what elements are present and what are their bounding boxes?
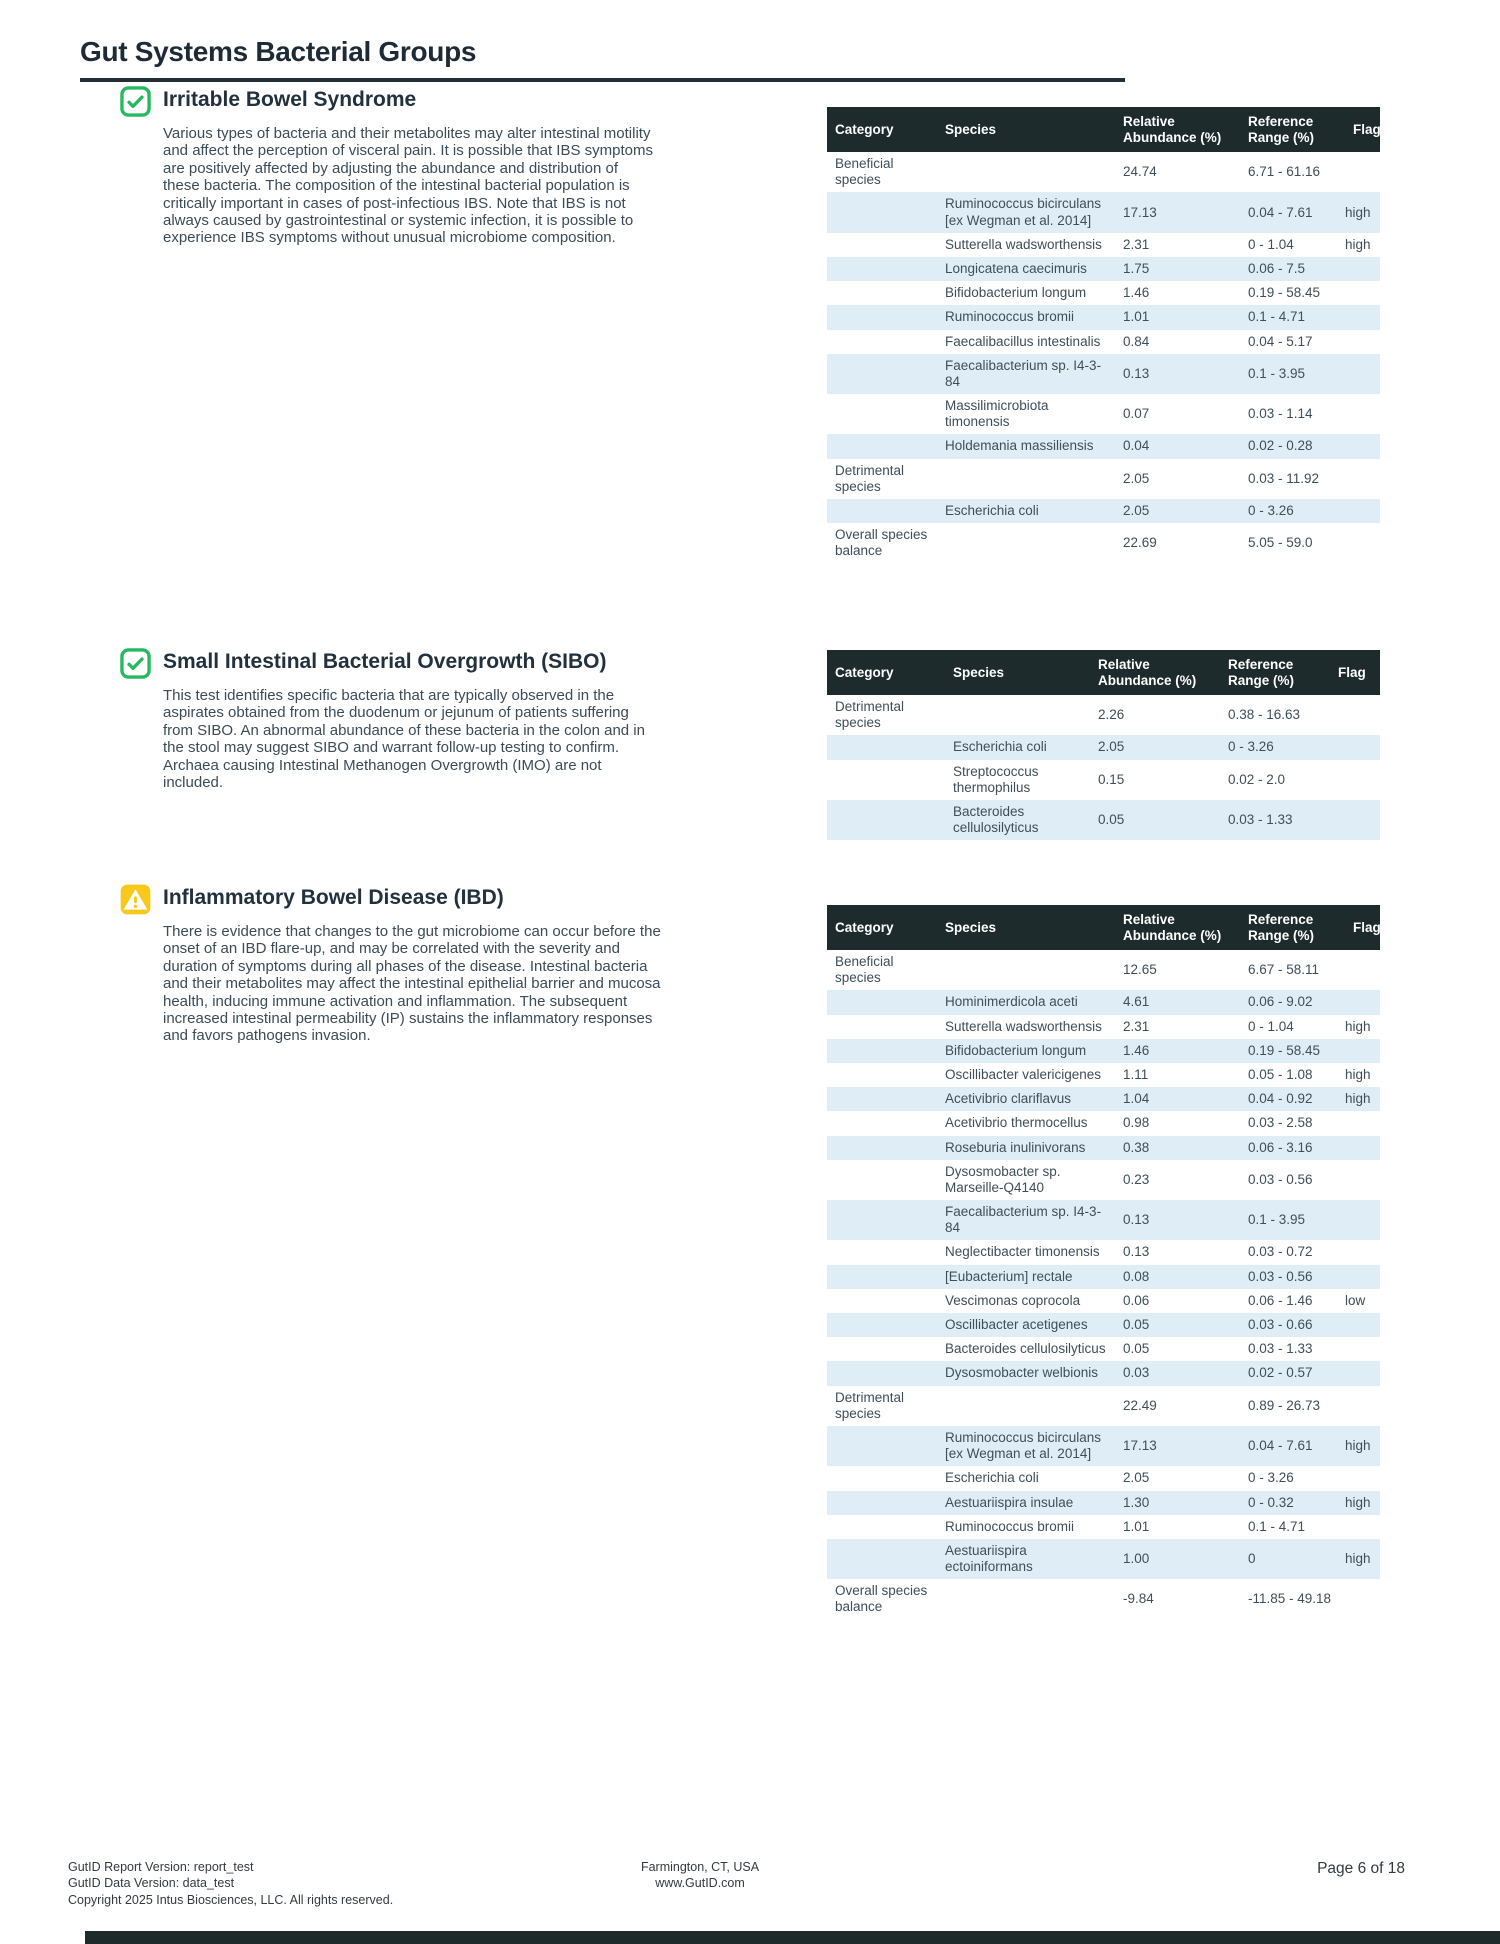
category-cell: Beneficial species: [835, 156, 894, 188]
abundance-cell: 1.00: [1123, 1551, 1150, 1566]
range-cell: 0.06 - 9.02: [1248, 994, 1313, 1010]
abundance-cell: 1.11: [1123, 1066, 1149, 1082]
flag-cell: high: [1345, 204, 1371, 220]
range-cell: 0.19 - 58.45: [1248, 285, 1321, 301]
table-row: [827, 434, 1380, 458]
category-cell: Detrimental species: [835, 462, 905, 494]
data-version: GutID Data Version: data_test: [68, 1876, 235, 1891]
flag-cell: [1345, 991, 1380, 1015]
col-header-species: Species: [945, 919, 997, 935]
category-cell: [827, 281, 937, 305]
abundance-cell: -9.84: [1123, 1591, 1154, 1607]
col-header-range: Reference Range (%): [1248, 912, 1315, 943]
table-row: [827, 233, 1380, 257]
category-cell: [827, 1136, 937, 1160]
category-cell: [827, 991, 937, 1015]
abundance-cell: 0.15: [1098, 771, 1125, 787]
abundance-cell: 1.30: [1123, 1494, 1150, 1510]
category-cell: [827, 1208, 937, 1232]
species-cell: Aestuariispira insulae: [945, 1494, 1074, 1510]
range-cell: 0 - 0.32: [1248, 1494, 1294, 1510]
range-cell: 0.03 - 1.33: [1228, 812, 1293, 828]
species-cell: Dysosmobacter welbionis: [945, 1365, 1099, 1381]
section-heading-ibs: Irritable Bowel Syndrome: [163, 88, 417, 111]
abundance-cell: 0.05: [1123, 1341, 1150, 1357]
table-row: [827, 1087, 1380, 1111]
table-row: [827, 330, 1380, 354]
range-cell: 0.1 - 3.95: [1248, 1212, 1306, 1228]
species-cell: Sutterella wadsworthensis: [945, 236, 1102, 252]
table-row: [827, 1386, 1380, 1426]
report-version: GutID Report Version: report_test: [68, 1860, 254, 1874]
abundance-cell: 1.04: [1123, 1091, 1150, 1107]
section-body-ibs: Various types of bacteria and their metabolites may alter intestinal motility and affect the perception of visceral pain. It is possible that IBS symptoms are positively affected by adjusting the abundance and distribution of these bacteria. The composition of the intestinal bacterial population is critically important in cases of post-infectious IBS. Note that IBS is not always caused by gastrointestinal or systemic infection, it is possible to experience IBS symptoms without unusual microbiome composition.: [163, 125, 653, 247]
abundance-cell: 0.84: [1123, 333, 1150, 349]
bottom-bar: [85, 1931, 1500, 1944]
ibs-table-header-row: [827, 107, 1380, 152]
category-cell: [827, 1547, 937, 1571]
range-cell: 0.19 - 58.45: [1248, 1042, 1321, 1058]
table-row: [827, 1491, 1380, 1515]
species-cell: Streptococcus thermophilus: [953, 763, 1039, 795]
species-cell: Ruminococcus bromii: [945, 1518, 1075, 1534]
species-cell: Oscillibacter acetigenes: [945, 1317, 1088, 1333]
table-row: [827, 1240, 1380, 1264]
category-cell: [827, 1063, 937, 1087]
species-cell: Bifidobacterium longum: [945, 285, 1087, 301]
footer-left: [68, 1859, 393, 1908]
check-icon: [120, 86, 151, 117]
col-header-abundance: Relative Abundance (%): [1098, 657, 1197, 688]
table-row: [827, 1466, 1380, 1490]
abundance-cell: 0.98: [1123, 1115, 1150, 1131]
col-header-category: Category: [835, 919, 894, 935]
category-cell: [827, 362, 937, 386]
range-cell: 6.71 - 61.16: [1248, 164, 1321, 180]
table-row: [827, 1313, 1380, 1337]
range-cell: -11.85 - 49.18: [1248, 1591, 1332, 1607]
footer-center: [550, 1859, 850, 1892]
section-heading-sibo: Small Intestinal Bacterial Overgrowth (SIBO): [163, 650, 607, 673]
abundance-cell: 17.13: [1123, 204, 1157, 220]
abundance-cell: 12.65: [1123, 962, 1157, 978]
category-cell: [827, 402, 937, 426]
flag-cell: [1345, 1111, 1380, 1135]
abundance-cell: 1.46: [1123, 1042, 1150, 1058]
col-header-category: Category: [835, 664, 894, 680]
section-body-sibo: This test identifies specific bacteria that are typically observed in the aspirates obtained from the duodenum or jejunum of patients suffering from SIBO. An abnormal abundance of these bacteria in the colon and in the stool may suggest SIBO and warrant follow-up testing to confirm. Archaea causing Intestinal Methanogen Overgrowth (IMO) are not included.: [163, 687, 645, 791]
flag-cell: [1345, 1039, 1380, 1063]
species-cell: Faecalibacillus intestinalis: [945, 333, 1101, 349]
table-row: [827, 990, 1380, 1014]
category-cell: [827, 1515, 937, 1539]
range-cell: 0 - 3.26: [1228, 739, 1274, 755]
species-cell: Faecalibacterium sp. I4-3-84: [945, 357, 1102, 389]
abundance-cell: 0.07: [1123, 406, 1150, 422]
category-cell: Overall species balance: [835, 527, 928, 559]
flag-cell: [1345, 435, 1380, 459]
flag-cell: [1345, 281, 1380, 305]
species-cell: [937, 1587, 1115, 1611]
sibo-table-header-row: [827, 650, 1380, 695]
abundance-cell: 0.05: [1123, 1317, 1150, 1333]
species-cell: Bacteroides cellulosilyticus: [953, 803, 1039, 836]
category-cell: [827, 499, 937, 523]
table-row: [827, 1539, 1380, 1579]
species-cell: Holdemania massiliensis: [945, 438, 1094, 454]
table-row: [827, 1200, 1380, 1240]
ibs-table: [827, 107, 1380, 564]
range-cell: 0.04 - 7.61: [1248, 204, 1313, 220]
category-cell: [827, 201, 937, 225]
range-cell: 0.03 - 0.72: [1248, 1244, 1313, 1260]
category-cell: [827, 1111, 937, 1135]
warning-icon: [120, 884, 151, 915]
range-cell: 0.06 - 1.46: [1248, 1292, 1313, 1308]
range-cell: 0: [1248, 1551, 1256, 1566]
flag-cell: [1345, 1208, 1380, 1232]
flag-cell: [1345, 1313, 1380, 1337]
flag-cell: high: [1345, 1438, 1371, 1454]
flag-cell: [1345, 531, 1380, 555]
flag-cell: [1345, 402, 1380, 426]
flag-cell: [1345, 362, 1380, 386]
species-cell: Roseburia inulinivorans: [945, 1139, 1086, 1155]
category-cell: [827, 736, 945, 760]
table-row: [827, 192, 1380, 232]
abundance-cell: 2.05: [1123, 503, 1150, 519]
table-row: [827, 1015, 1380, 1039]
range-cell: 0.03 - 11.92: [1248, 470, 1320, 486]
range-cell: 0 - 3.26: [1248, 503, 1294, 519]
species-cell: Ruminococcus bicirculans [ex Wegman et al. 2014]: [945, 196, 1102, 228]
species-cell: [937, 160, 1115, 184]
table-row: [827, 523, 1380, 563]
flag-cell: [1345, 1168, 1380, 1192]
flag-cell: [1345, 1265, 1380, 1289]
range-cell: 0.38 - 16.63: [1228, 707, 1301, 723]
abundance-cell: 17.13: [1123, 1438, 1157, 1454]
category-cell: [827, 1434, 937, 1458]
category-cell: Detrimental species: [835, 1389, 905, 1421]
species-cell: Sutterella wadsworthensis: [945, 1018, 1102, 1034]
section-body-ibd: There is evidence that changes to the gut microbiome can occur before the onset of an IBD flare-up, and may be correlated with the severity and duration of symptoms during all phases of the disease. Intestinal bacteria and their metabolites may affect the intestinal epithelial barrier and mucosa health, inducing immune activation and inflammation. The subsequent increased intestinal permeability (IP) sustains the inflammatory responses and favors pathogens invasion.: [163, 923, 661, 1045]
abundance-cell: 0.38: [1123, 1139, 1150, 1155]
species-cell: Vescimonas coprocola: [945, 1292, 1081, 1308]
table-row: [827, 354, 1380, 394]
table-row: [827, 499, 1380, 523]
table-row: [827, 1579, 1380, 1619]
flag-cell: [1330, 736, 1380, 760]
category-cell: [827, 1289, 937, 1313]
flag-cell: [1345, 499, 1380, 523]
category-cell: [827, 768, 945, 792]
category-cell: [827, 257, 937, 281]
col-header-abundance: Relative Abundance (%): [1123, 912, 1222, 943]
abundance-cell: 2.26: [1098, 707, 1125, 723]
website-link[interactable]: www.GutID.com: [655, 1876, 745, 1891]
flag-cell: [1345, 1515, 1380, 1539]
flag-cell: low: [1345, 1292, 1366, 1308]
category-cell: [827, 435, 937, 459]
company-location: Farmington, CT, USA: [640, 1860, 760, 1874]
range-cell: 0.03 - 0.56: [1248, 1171, 1313, 1187]
abundance-cell: 0.06: [1123, 1292, 1150, 1308]
category-cell: [827, 1039, 937, 1063]
table-row: [827, 305, 1380, 329]
flag-cell: [1345, 257, 1380, 281]
species-cell: Dysosmobacter sp. Marseille-Q4140: [945, 1163, 1061, 1195]
species-cell: Acetivibrio thermocellus: [945, 1115, 1088, 1131]
range-cell: 0.02 - 0.28: [1248, 438, 1313, 454]
table-row: [827, 1515, 1380, 1539]
species-cell: Bifidobacterium longum: [945, 1042, 1087, 1058]
table-row: [827, 950, 1380, 990]
range-cell: 0.03 - 1.33: [1248, 1341, 1313, 1357]
col-header-flag: Flag: [1353, 121, 1381, 137]
category-cell: [827, 1265, 937, 1289]
ibd-table: [827, 905, 1380, 1620]
col-header-range: Reference Range (%): [1228, 657, 1295, 688]
category-cell: [827, 330, 937, 354]
abundance-cell: 0.13: [1123, 365, 1150, 381]
flag-cell: [1345, 305, 1380, 329]
range-cell: 6.67 - 58.11: [1248, 962, 1320, 978]
species-cell: Hominimerdicola aceti: [945, 994, 1078, 1010]
col-header-species: Species: [953, 664, 1005, 680]
title-rule: [80, 78, 1125, 82]
table-row: [827, 1361, 1380, 1385]
flag-cell: [1345, 467, 1380, 491]
abundance-cell: 1.01: [1123, 1518, 1150, 1534]
abundance-cell: 1.75: [1123, 260, 1150, 276]
table-row: [827, 1136, 1380, 1160]
abundance-cell: 4.61: [1123, 994, 1150, 1010]
species-cell: [937, 1394, 1115, 1418]
section-heading-ibd: Inflammatory Bowel Disease (IBD): [163, 886, 504, 909]
category-cell: [827, 233, 937, 257]
table-row: [827, 800, 1380, 840]
range-cell: 0.06 - 7.5: [1248, 260, 1306, 276]
range-cell: 0.02 - 2.0: [1228, 771, 1286, 787]
species-cell: Aestuariispira ectoiniformans: [945, 1542, 1033, 1575]
table-row: [827, 695, 1380, 735]
range-cell: 0.1 - 4.71: [1248, 309, 1306, 325]
copyright: Copyright 2025 Intus Biosciences, LLC. All rights reserved.: [68, 1892, 394, 1907]
abundance-cell: 0.03: [1123, 1365, 1150, 1381]
flag-cell: [1345, 1394, 1380, 1418]
table-row: [827, 1265, 1380, 1289]
category-cell: [827, 1491, 937, 1515]
page-number: Page 6 of 18: [1317, 1860, 1405, 1877]
range-cell: 0.03 - 0.56: [1248, 1268, 1313, 1284]
table-row: [827, 735, 1380, 759]
abundance-cell: 0.04: [1123, 438, 1150, 454]
table-row: [827, 152, 1380, 192]
range-cell: 0 - 3.26: [1248, 1470, 1294, 1486]
abundance-cell: 0.08: [1123, 1268, 1150, 1284]
abundance-cell: 2.31: [1123, 1018, 1150, 1034]
category-cell: [827, 1015, 937, 1039]
category-cell: [827, 1087, 937, 1111]
flag-cell: [1345, 1136, 1380, 1160]
abundance-cell: 22.69: [1123, 535, 1157, 551]
col-header-abundance: Relative Abundance (%): [1123, 114, 1222, 145]
range-cell: 0.03 - 2.58: [1248, 1115, 1313, 1131]
species-cell: Ruminococcus bromii: [945, 309, 1075, 325]
flag-cell: [1345, 1337, 1380, 1361]
flag-cell: high: [1345, 1494, 1371, 1510]
abundance-cell: 0.13: [1123, 1244, 1150, 1260]
range-cell: 0 - 1.04: [1248, 1018, 1294, 1034]
category-cell: [827, 1241, 937, 1265]
category-cell: [827, 1337, 937, 1361]
abundance-cell: 2.05: [1098, 739, 1125, 755]
table-row: [827, 1289, 1380, 1313]
flag-cell: high: [1345, 236, 1371, 252]
range-cell: 0.04 - 0.92: [1248, 1091, 1313, 1107]
flag-cell: [1345, 330, 1380, 354]
range-cell: 0.03 - 0.66: [1248, 1317, 1313, 1333]
abundance-cell: 0.05: [1098, 812, 1125, 828]
table-row: [827, 459, 1380, 499]
abundance-cell: 24.74: [1123, 164, 1157, 180]
range-cell: 0.05 - 1.08: [1248, 1066, 1313, 1082]
abundance-cell: 2.05: [1123, 1470, 1150, 1486]
range-cell: 0.03 - 1.14: [1248, 406, 1313, 422]
flag-cell: high: [1345, 1091, 1371, 1107]
abundance-cell: 0.23: [1123, 1171, 1150, 1187]
flag-cell: [1330, 703, 1380, 727]
table-row: [827, 257, 1380, 281]
col-header-flag: Flag: [1338, 664, 1366, 680]
col-header-category: Category: [835, 121, 894, 137]
abundance-cell: 2.31: [1123, 236, 1150, 252]
species-cell: [Eubacterium] rectale: [945, 1268, 1073, 1284]
range-cell: 0.04 - 5.17: [1248, 333, 1313, 349]
range-cell: 0.1 - 4.71: [1248, 1518, 1306, 1534]
species-cell: [937, 467, 1115, 491]
species-cell: Escherichia coli: [945, 503, 1039, 519]
table-row: [827, 281, 1380, 305]
range-cell: 0.06 - 3.16: [1248, 1139, 1313, 1155]
flag-cell: [1345, 1362, 1380, 1386]
species-cell: Ruminococcus bicirculans [ex Wegman et al. 2014]: [945, 1429, 1102, 1462]
flag-cell: [1330, 808, 1380, 832]
species-cell: Acetivibrio clariflavus: [945, 1091, 1072, 1107]
range-cell: 0 - 1.04: [1248, 236, 1294, 252]
flag-cell: [1345, 1587, 1380, 1611]
flag-cell: [1345, 160, 1380, 184]
abundance-cell: 0.13: [1123, 1212, 1150, 1228]
species-cell: Neglectibacter timonensis: [945, 1244, 1100, 1260]
abundance-cell: 2.05: [1123, 470, 1150, 486]
category-cell: [827, 1168, 937, 1192]
abundance-cell: 22.49: [1123, 1397, 1157, 1413]
abundance-cell: 1.01: [1123, 309, 1150, 325]
flag-cell: high: [1345, 1018, 1371, 1034]
flag-cell: [1345, 1241, 1380, 1265]
table-row: [827, 1337, 1380, 1361]
category-cell: [827, 1466, 937, 1490]
species-cell: Escherichia coli: [945, 1470, 1039, 1486]
species-cell: Faecalibacterium sp. I4-3-84: [945, 1204, 1102, 1236]
abundance-cell: 1.46: [1123, 285, 1150, 301]
sibo-table: [827, 650, 1380, 840]
species-cell: [945, 703, 1090, 727]
table-row: [827, 1111, 1380, 1135]
col-header-range: Reference Range (%): [1248, 114, 1315, 145]
table-row: [827, 1063, 1380, 1087]
ibd-table-header-row: [827, 905, 1380, 950]
category-cell: [827, 1362, 937, 1386]
table-row: [827, 760, 1380, 800]
col-header-flag: Flag: [1353, 919, 1381, 935]
flag-cell: high: [1345, 1551, 1371, 1566]
table-row: [827, 394, 1380, 434]
range-cell: 0.89 - 26.73: [1248, 1397, 1321, 1413]
flag-cell: [1330, 768, 1380, 792]
flag-cell: [1345, 1466, 1380, 1490]
table-row: [827, 1039, 1380, 1063]
category-cell: [827, 808, 945, 832]
table-row: [827, 1426, 1380, 1466]
page-title: Gut Systems Bacterial Groups: [80, 36, 477, 67]
species-cell: Escherichia coli: [953, 739, 1047, 755]
species-cell: [937, 531, 1115, 555]
category-cell: Detrimental species: [835, 699, 905, 731]
species-cell: Massilimicrobiota timonensis: [945, 398, 1049, 430]
flag-cell: [1345, 958, 1380, 982]
range-cell: 0.1 - 3.95: [1248, 365, 1306, 381]
species-cell: Oscillibacter valericigenes: [945, 1066, 1102, 1082]
category-cell: [827, 1313, 937, 1337]
range-cell: 0.04 - 7.61: [1248, 1438, 1313, 1454]
col-header-species: Species: [945, 121, 997, 137]
category-cell: Overall species balance: [835, 1583, 928, 1615]
species-cell: [937, 958, 1115, 982]
range-cell: 0.02 - 0.57: [1248, 1365, 1313, 1381]
category-cell: Beneficial species: [835, 954, 894, 986]
range-cell: 5.05 - 59.0: [1248, 535, 1313, 551]
species-cell: Longicatena caecimuris: [945, 260, 1087, 276]
check-icon: [120, 648, 151, 679]
category-cell: [827, 305, 937, 329]
species-cell: Bacteroides cellulosilyticus: [945, 1341, 1106, 1357]
table-row: [827, 1160, 1380, 1200]
flag-cell: high: [1345, 1066, 1371, 1082]
